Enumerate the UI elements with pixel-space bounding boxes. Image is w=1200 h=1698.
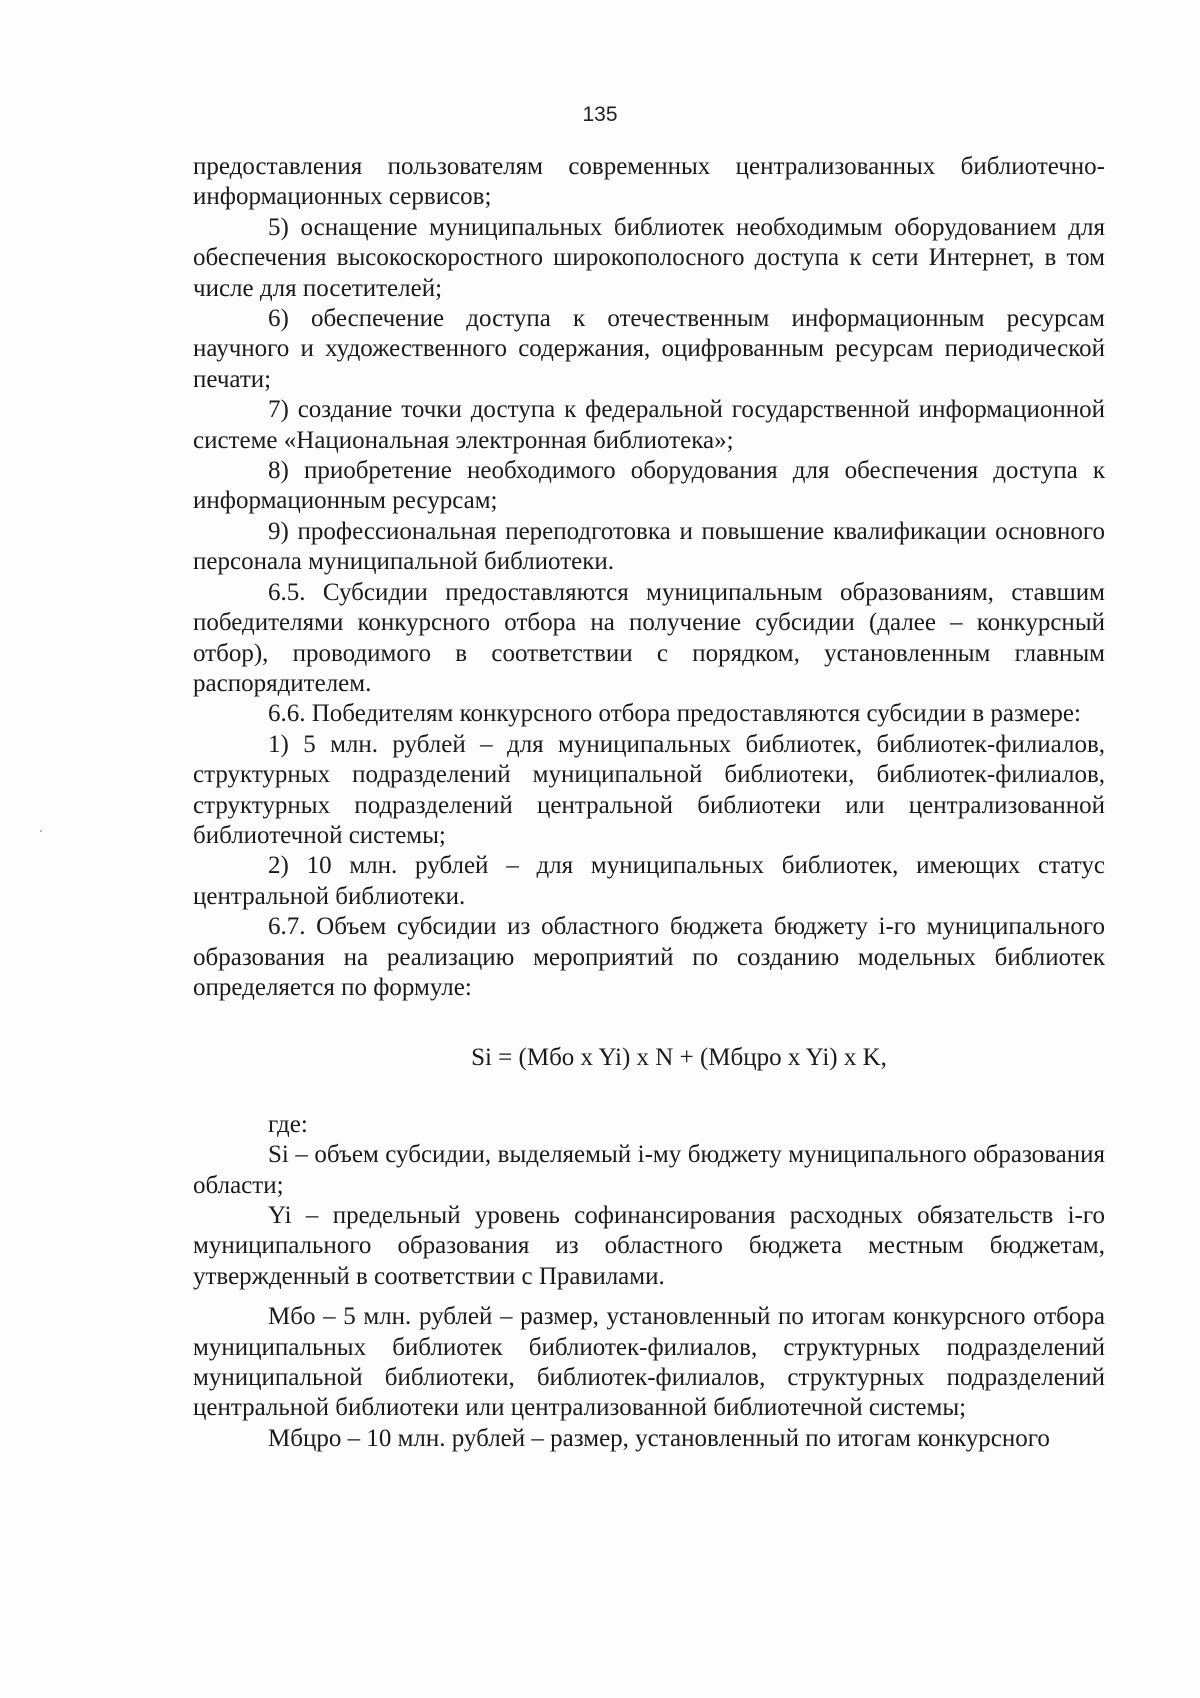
list-item-5: 5) оснащение муниципальных библиотек необходимым оборудованием для обеспечения высокоскоростного широкополосного доступа к сети Интернет, в том числе для посетителей; (193, 213, 1105, 302)
spacer (193, 1292, 1105, 1302)
clause-6-6: 6.6. Победителям конкурсного отбора предоставляются субсидии в размере: (268, 700, 1081, 728)
definition-mbcro: Мбцро – 10 млн. рублей – размер, установленный по итогам конкурсного (268, 1424, 1050, 1452)
definition-mbo: Мбо – 5 млн. рублей – размер, установленный по итогам конкурсного отбора муниципальных библиотек библиотек-филиалов, структурных подразделений муниципальной библиотеки, библиотек-филиалов, структурных подразделений центральной библиотеки или централизованной библиотечной системы; (193, 1303, 1105, 1422)
scan-speck (40, 830, 42, 832)
definition-yi: Yi – предельный уровень софинансирования расходных обязательств i-го муниципального образования из областного бюджета местным бюджетам, утвержденный в соответствии с Правилами. (193, 1202, 1105, 1290)
page-number: 135 (582, 103, 618, 126)
clause-6-7: 6.7. Объем субсидии из областного бюджета бюджету i-го муниципального образования на реализацию мероприятий по созданию модельных библиотек определяется по формуле: (193, 913, 1105, 1001)
paragraph-continuation: предоставления пользователям современных централизованных библиотечно-информационных сервисов; (193, 153, 1105, 211)
list-item-8: 8) приобретение необходимого оборудования для обеспечения доступа к информационным ресурсам; (193, 457, 1105, 515)
subsidy-item-2: 2) 10 млн. рублей – для муниципальных библиотек, имеющих статус центральной библиотеки. (193, 852, 1105, 910)
where-label: где: (268, 1110, 308, 1138)
document-body (193, 152, 1105, 1454)
clause-6-5: 6.5. Субсидии предоставляются муниципальным образованиям, ставшим победителями конкурсного отбора на получение субсидии (далее – конкурсный отбор), проводимого в соответствии с порядком, установленным главным распорядителем. (193, 578, 1105, 697)
list-item-7: 7) создание точки доступа к федеральной государственной информационной системе «Национальная электронная библиотека»; (193, 396, 1105, 454)
list-item-6: 6) обеспечение доступа к отечественным информационным ресурсам научного и художественного содержания, оцифрованным ресурсам периодической печати; (193, 305, 1105, 393)
definition-si: Si – объем субсидии, выделяемый i-му бюджету муниципального образования области; (193, 1141, 1105, 1199)
list-item-9: 9) профессиональная переподготовка и повышение квалификации основного персонала муниципальной библиотеки. (193, 517, 1105, 576)
subsidy-item-1: 1) 5 млн. рублей – для муниципальных библиотек, библиотек-филиалов, структурных подразделений муниципальной библиотеки, библиотек-филиалов, структурных подразделений центральной библиотеки или централизованной библиотечной системы; (193, 730, 1105, 849)
formula: Si = (Мбо x Yi) x N + (Мбцро x Yi) x K, (471, 1044, 887, 1072)
